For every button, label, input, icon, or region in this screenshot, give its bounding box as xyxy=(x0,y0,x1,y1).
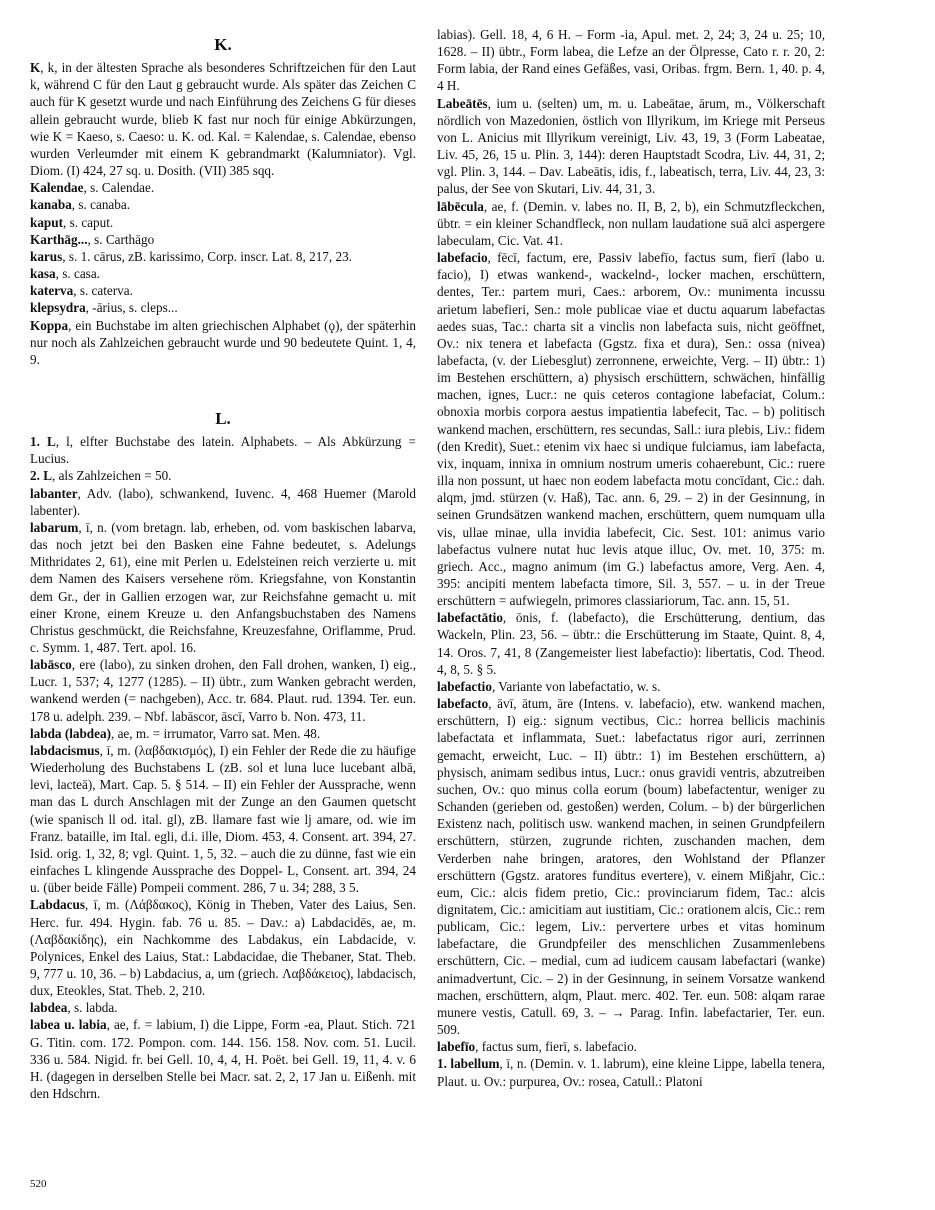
entry-karthago: Karthāg..., s. Carthāgo xyxy=(30,231,155,247)
entry-l-1: 1. L, l, elfter Buchstabe des latein. Alphabets. – Als Abkürzung = Lucius. xyxy=(30,434,416,467)
headword: labda (labdea) xyxy=(30,725,111,741)
headword: labdea xyxy=(30,1000,68,1016)
headword: karus xyxy=(30,248,63,264)
entry-labefacio: labefacio, fēcī, factum, ere, Passiv labefīo, factus sum, fierī (labo u. facio), I) etwas wankend-, wackelnd-, locker machen, erschüttern, dentes, Ter.: partem muri, Caes.: arborem, Ov.: munimenta incussu arietum labefieri, Sen.: mole publicae viae et ductu aquarum labefactas aedes suas, Tac.: charta sit a vinclis non labefacta suis, nicht geöffnet, Ov.: nix tenera et labefacta (Ggstz. fixa et dura), Sen.: ossa (nivea) labefacta, (v. der Liebesglut) zerronnene, erweichte, Verg. – II) übtr.: 1) im Bestehen erschüttern, a) physisch erschüttern, schwächen, hinfällig machen, ignes, Lucr.: ne quis ceteros contagione labefaciat, Colum.: obnoxia morbis corpora aestus impatientia labefecit, Tac. – b) politisch wankend machen, erschüttern, res secundas, Sall.: iura plebis, Liv.: fidem (den Kredit), Suet.: etenim vix haec si undique fulciamus, iam labefacta, vix, inquam, innixa in omnium nostrum umeris cohaerebunt, Cic.: ruere illa non possunt, ut haec non eodem labefacta motu concīdant, Cic.: dah. alqm, jmd. stürzen (v. Haß), Tac. ann. 6, 29. – 2) in der Gesinnung, in seinen Grundsätzen wankend machen, erschüttern, quem numquam ulla vis, ullae minae, ulla invidia labefecit, Cic. Sest. 101: animus vario labefactus vulnere nutat huc levis atque illuc, Ov. met. 10, 375: m. griech. Acc., magno animum (im G.) labefactus amore, Verg. Aen. 4, 395: ancipiti mentem labefacta timore, Sil. 3, 557. – u. in der Treue erschüttern = aufwiegeln, primores classiariorum, Tac. ann. 15, 51. xyxy=(437,250,825,609)
headword: 1. L xyxy=(30,434,56,450)
entry-labda: labda (labdea), ae, m. = irrumator, Varro sat. Men. 48. xyxy=(30,725,321,741)
entry-k: K, k, in der ältesten Sprache als besonderes Schriftzeichen für den Laut k, während C für den Laut g gebraucht wurde. Als später das Zeichen C auch für K gesetzt wurde und nach Einführung des Zeichens G für dieses allein gebraucht wurde, blieb K fast nur noch für einige Abkürzungen, wie K = Kaeso, s. Caeso: u. K. od. Kal. = Kalendae, s. Calendae, ebenso wurden Verleumder mit einem K gebrandmarkt (Kalumniator). Vgl. Diom. (I) 424, 27 sq. u. Dosith. (VII) 385 sqq. xyxy=(30,60,416,179)
headword: kasa xyxy=(30,266,56,282)
headword: Labeātēs xyxy=(437,95,488,111)
entry-kasa: kasa, s. casa. xyxy=(30,266,100,282)
entry-labanter: labanter, Adv. (labo), schwankend, Iuvenc. 4, 468 Huemer (Marold labenter). xyxy=(30,485,416,518)
headword: 1. labellum xyxy=(437,1056,500,1072)
entry-l-2: 2. L, als Zahlzeichen = 50. xyxy=(30,468,172,484)
headword: labāsco xyxy=(30,657,72,673)
headword: Labdacus xyxy=(30,897,85,913)
entry-kaput: kaput, s. caput. xyxy=(30,214,114,230)
headword: labefactātio xyxy=(437,610,503,626)
entry-kalendae: Kalendae, s. Calendae. xyxy=(30,180,155,196)
entry-labefactatio: labefactātio, ōnis, f. (labefacto), die Erschütterung, dentium, das Wackeln, Plin. 23, 56. – übtr.: die Erschütterung im Staate, Quint. 8, 4, 14. Oros. 7, 41, 8 (Zangemeister liest labefactio): libertatis, Cod. Theod. 4, 8, 5. § 5. xyxy=(437,610,825,677)
entry-labdea: labdea, s. labda. xyxy=(30,1000,118,1016)
entry-labeates: Labeātēs, ium u. (selten) um, m. u. Labeātae, ārum, m., Völkerschaft nördlich von Mazedonien, östlich von Illyrikum, im Kriege mit Perseus von L. Anicius mit Illyrikum vereinigt, Liv. 43, 19, 3 (Form Labeatae, Liv. 45, 26, 15 u. Plin. 3, 144): deren Hauptstadt Scodra, Liv. 44, 31, 2; vgl. Plin. 3, 144. – Dav. Labeātis, idis, f., labeatisch, terra, Liv. 44, 23, 3: palus, der See von Skutari, Liv. 44, 31, 3. xyxy=(437,95,825,197)
headword: lābēcula xyxy=(437,198,484,214)
headword: labefīo xyxy=(437,1039,476,1055)
entry-klepsydra: klepsydra, -ārius, s. cleps... xyxy=(30,300,178,316)
entry-karus: karus, s. 1. cārus, zB. karissimo, Corp. inscr. Lat. 8, 217, 23. xyxy=(30,248,352,264)
entry-labefactio: labefactio, Variante von labefactatio, w. s. xyxy=(437,678,661,694)
headword: Kalendae xyxy=(30,180,84,196)
entry-katerva: katerva, s. caterva. xyxy=(30,283,133,299)
entry-labellum: 1. labellum, ī, n. (Demin. v. 1. labrum), eine kleine Lippe, labella tenera, Plaut. u. Ov.: purpurea, Ov.: rosea, Catull.: Platoni xyxy=(437,1056,826,1089)
headword: K xyxy=(30,60,41,76)
headword: kanaba xyxy=(30,197,72,213)
entry-labdacismus: labdacismus, ī, m. (λαβδακισμός), I) ein Fehler der Rede die zu häufige Wiederholung des Buchstabens L (zB. sol et luna luce lucebant albā, levi, lacteā), Mart. Cap. 5. § 514. – II) ein Fehler der Aussprache, wenn man das L durch Anschlagen mit der Zunge an den Gaumen quetscht (wie spanisch ll od. ital. gl), zB. llamare fast wie lj amare, od. wie im Franz. bataille, im Ital. egli, d.i. ille, Diom. 453, 4. Consent. art. 394, 27. Isid. orig. 1, 32, 8; vgl. Quint. 1, 5, 32. – auch die zu dünne, fast wie ein einfaches L klingende Aussprache des Doppel- L, Consent. art. 394, 24 u. (über beide Fälle) Pompeii comment. 286, 7 u. 34; 288, 3 5. xyxy=(30,742,416,896)
entry-labefacto: labefacto, āvī, ātum, āre (Intens. v. labefacio), etw. wankend machen, erschüttern, I) eig.: signum vectibus, Cic.: horrea bellicis machinis labefactata et inflammata, Suet.: labefactatus rigor auri, zerrinnen gemacht, erweicht, Luc. – II) übtr.: 1) im Bestehen erschüttern, a) physisch, animam sedibus intus, Lucr.: onus gravidi ventris, abzutreiben suchen, Ov.: quo minus colla eorum (boum) labefactentur, weniger zu Schanden (gerieben od. gestoßen) werden, Colum. – b) der bürgerlichen Existenz nach, politisch usw. wankend machen, in seinen Grundpfeilern erschüttern, stürzen, zugrunde richten, zuschanden machen, dem Verderben nahe bringen, aratores, den Wohlstand der Pflanzer erschüttern (Ggstz. aratores funditus evertere), v. einem Mißjahr, Cic.: eum, Cic.: alcis fidem pretio, Cic.: provinciarum fidem, Tac.: alcis dignitatem, Cic.: amicitiam aut iustitiam, Cic.: orationem alcis, Cic.: rem publicam, Cic.: legem, Liv.: pervertere urbes et vitas hominum labefactare, die Grundpfeiler des menschlichen Zusammenlebens erschüttern, Cic. – medial, cum ad iudicem causam labefactari (wanke) animadvertunt, Cic. – 2) in der Gesinnung, in seinem Vorsatze wankend machen, erschüttern, alqm, Plaut. merc. 402. Ter. eun. 508: alqam rarae munere vestis, Catull. 69, 3. – → Parag. Infin. labefactarier, Ter. eun. 509. xyxy=(437,696,825,1038)
headword: labanter xyxy=(30,485,78,501)
headword: labefacto xyxy=(437,696,489,712)
entry-labefio: labefīo, factus sum, fierī, s. labefacio. xyxy=(437,1039,637,1055)
headword: labea u. labia xyxy=(30,1017,107,1033)
headword: labefactio xyxy=(437,678,492,694)
entry-kanaba: kanaba, s. canaba. xyxy=(30,197,131,213)
entry-labasco: labāsco, ere (labo), zu sinken drohen, den Fall drohen, wanken, I) eig., Lucr. 1, 537; 4, 1277 (1285). – II) übtr., zum Wanken gebracht werden, wankend werden (= nachgeben), Acc. tr. 684. Plaut. rud. 1394. Ter. eun. 178 u. adelph. 239. – Nbf. labāscor, āscī, Varro b. Non. 473, 11. xyxy=(30,657,416,724)
right-column xyxy=(437,26,825,1090)
page-number: 520 xyxy=(30,1178,47,1190)
entry-labarum: labarum, ī, n. (vom bretagn. lab, erheben, od. vom baskischen labarva, das noch jetzt bei den Basken eine Fahne bedeutet, s. Adelungs Mithridates 2, 61), eine mit Perlen u. Edelsteinen reich verzierte u. mit dem Namen des Kaisers versehene röm. Kriegsfahne, von Konstantin dem Gr., der in Gallien erzogen war, zur Reichsfahne gemacht u. mit einer Krone, einem Kreuze u. den Anfangsbuchstaben des Namens Christus geschmückt, die Reichsfahne, Kreuzesfahne, Oriflamme, Prud. c. Symm. 1, 487. Tert. apol. 16. xyxy=(30,519,416,655)
section-heading-k: K. xyxy=(214,35,232,54)
section-heading-l: L. xyxy=(215,408,231,428)
headword: labdacismus xyxy=(30,742,100,758)
headword: katerva xyxy=(30,283,74,299)
headword: labarum xyxy=(30,519,79,535)
left-column xyxy=(30,26,416,1102)
headword: kaput xyxy=(30,214,63,230)
headword: klepsydra xyxy=(30,300,86,316)
entry-labdacus: Labdacus, ī, m. (Λάβδακος), König in Theben, Vater des Laius, Sen. Herc. fur. 494. Hygin. fab. 76 u. 85. – Dav.: a) Labdacidēs, ae, m. (Λαβδακίδης), ein Nachkomme des Labdakus, ein Labdacide, v. Polynices, Enkel des Laius, Stat.: Labdacidae, die Thebaner, Stat. Theb. 9, 777 u. 10, 36. – b) Labdacius, a, um (griech. Λαβδάκειος), labdacisch, dux, Eteokles, Stat. Theb. 2, 210. xyxy=(30,897,416,999)
headword: Karthāg... xyxy=(30,231,88,247)
entry-labea: labea u. labia, ae, f. = labium, I) die Lippe, Form -ea, Plaut. Stich. 721 G. Titin. com. 172. Pompon. com. 144. 156. 158. Nov. com. 51. Lucil. 336 u. 584. Nigid. fr. bei Gell. 10, 4, 4, H. Poët. bei Gell. 19, 11, 4. v. 6 H. (dagegen in derselben Stelle bei Macr. sat. 2, 2, 17 Jan u. Eißenh. mit den Hdschrn. xyxy=(30,1017,416,1102)
entry-labecula: lābēcula, ae, f. (Demin. v. labes no. II, B, 2, b), ein Schmutzfleckchen, übtr. = ein kleiner Schandfleck, non nullam laudatione suā alci aspergere labeculam, Cic. Vat. 41. xyxy=(437,198,825,248)
headword: labefacio xyxy=(437,250,488,266)
entry-labea-continued: labias). Gell. 18, 4, 6 H. – Form -ia, Apul. met. 2, 24; 3, 24 u. 25; 10, 1628. – II) übtr., Form labea, die Lefze an der Ölpresse, Cato r. r. 20, 2: Form labia, der Rand eines Gefäßes, vasi, Oribas. frgm. Bern. 1, 40. p. 4, 4 H. xyxy=(437,27,825,94)
entry-koppa: Koppa, ein Buchstabe im alten griechischen Alphabet (ϙ), der späterhin nur noch als Zahlzeichen gebraucht wurde und 90 bedeutete Quint. 1, 4, 9. xyxy=(30,317,416,367)
headword: Koppa xyxy=(30,317,69,333)
headword: 2. L xyxy=(30,468,52,484)
